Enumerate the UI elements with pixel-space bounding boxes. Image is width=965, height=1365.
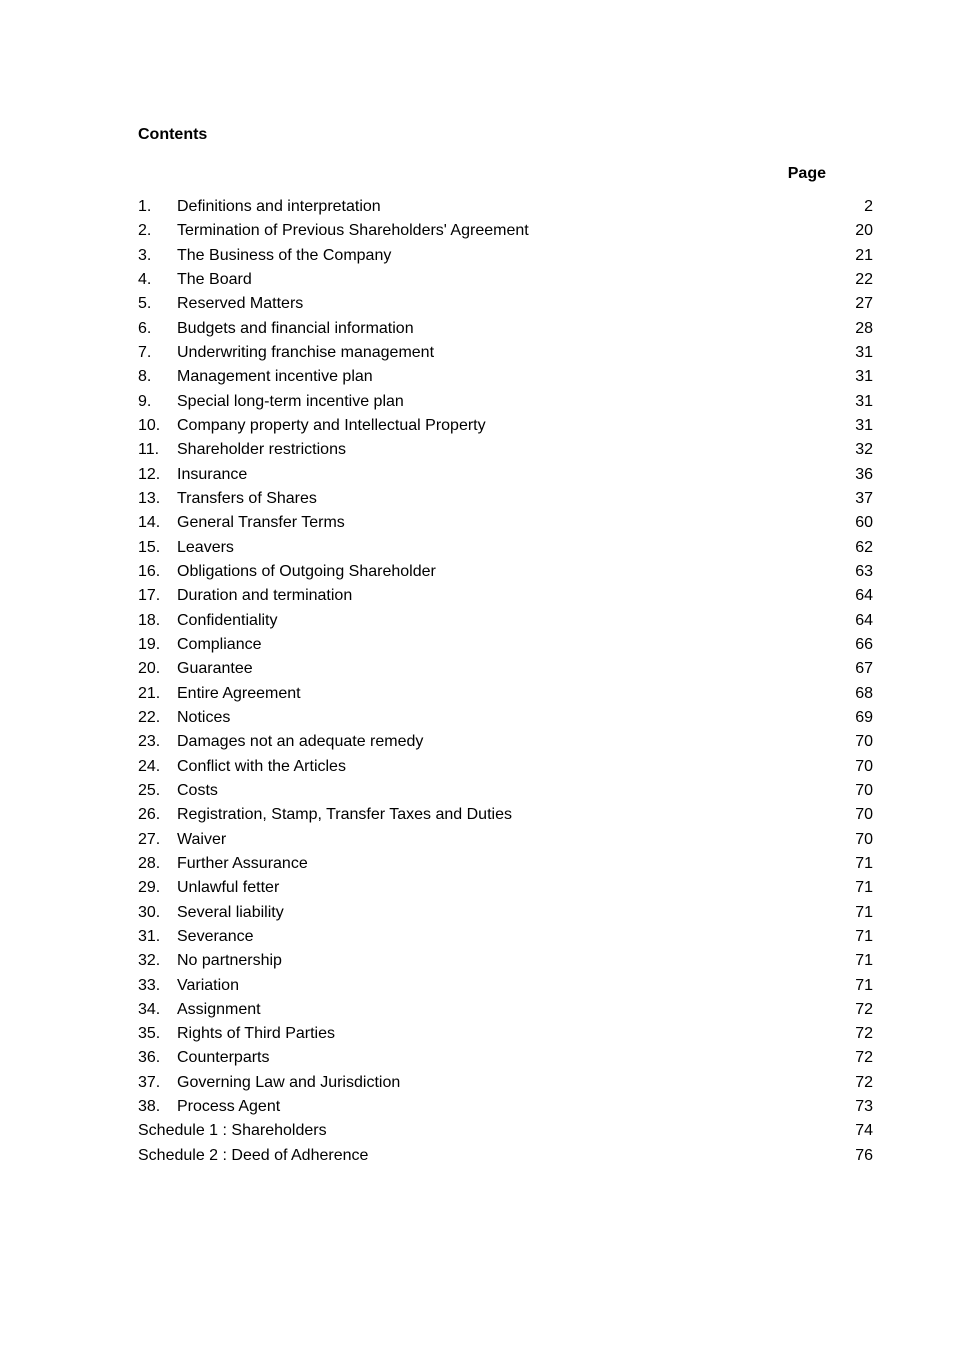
toc-entry[interactable] <box>138 562 873 586</box>
toc-entry[interactable] <box>138 1097 873 1121</box>
toc-entry-title: Process Agent <box>177 1098 281 1116</box>
toc-entry-page: 70 <box>855 733 873 751</box>
toc-entry-number: 8. <box>138 368 152 386</box>
toc-entry-title: Duration and termination <box>177 587 353 605</box>
toc-entry-number: 30. <box>138 903 161 921</box>
toc-entry-title: Governing Law and Jurisdiction <box>177 1073 401 1091</box>
toc-entry[interactable] <box>138 1024 873 1048</box>
toc-entry-page: 31 <box>855 343 873 361</box>
toc-entry[interactable] <box>138 635 873 659</box>
toc-entry-title: Waiver <box>177 830 227 848</box>
toc-entry-number: 36. <box>138 1049 161 1067</box>
toc-schedule-entry[interactable] <box>138 1121 873 1145</box>
toc-entry-page: 32 <box>855 441 873 459</box>
toc-entry[interactable] <box>138 708 873 732</box>
toc-entry[interactable] <box>138 976 873 1000</box>
toc-entry[interactable] <box>138 538 873 562</box>
toc-entry-title: General Transfer Terms <box>177 514 345 532</box>
toc-entry-number: 3. <box>138 246 152 264</box>
toc-entry[interactable] <box>138 246 873 270</box>
toc-schedule-entry[interactable] <box>138 1146 873 1170</box>
toc-entry-page: 22 <box>855 270 873 288</box>
toc-entry-page: 64 <box>855 587 873 605</box>
toc-entry-number: 15. <box>138 538 161 556</box>
toc-entry[interactable] <box>138 805 873 829</box>
toc-entry-title: Unlawful fetter <box>177 879 280 897</box>
toc-entry[interactable] <box>138 611 873 635</box>
toc-entry-title: Definitions and interpretation <box>177 198 381 215</box>
toc-entry-page: 20 <box>855 222 873 240</box>
toc-entry-number: 14. <box>138 514 161 532</box>
toc-entry-number: 1. <box>138 198 152 215</box>
toc-entry-page: 69 <box>855 708 873 726</box>
toc-entry-page: 72 <box>855 1025 873 1043</box>
toc-entry-page: 72 <box>855 1049 873 1067</box>
toc-entry-title: Counterparts <box>177 1049 270 1067</box>
toc-entry[interactable] <box>138 489 873 513</box>
toc-entry-page: 21 <box>855 246 873 264</box>
toc-entry-number: 24. <box>138 757 161 775</box>
toc-entry-number: 9. <box>138 392 152 410</box>
toc-entry[interactable] <box>138 270 873 294</box>
toc-entry-title: Management incentive plan <box>177 368 373 386</box>
toc-entry-number: 31. <box>138 927 161 945</box>
toc-entry-title: Several liability <box>177 903 284 921</box>
toc-entry-title: Severance <box>177 927 254 945</box>
toc-entry[interactable] <box>138 732 873 756</box>
toc-entry-page: 68 <box>855 684 873 702</box>
toc-entry-title: Rights of Third Parties <box>177 1025 335 1043</box>
toc-entry[interactable] <box>138 367 873 391</box>
toc-entry-page: 71 <box>855 976 873 994</box>
toc-entry-page: 67 <box>855 660 873 678</box>
toc-entry-page: 28 <box>855 319 873 337</box>
toc-entry[interactable] <box>138 781 873 805</box>
toc-entry-number: 17. <box>138 587 161 605</box>
toc-entry-title: Conflict with the Articles <box>177 757 346 775</box>
toc-entry-title: Special long-term incentive plan <box>177 392 404 410</box>
toc-entry-page: 70 <box>855 757 873 775</box>
toc-entry-number: 37. <box>138 1073 161 1091</box>
toc-entry-number: 34. <box>138 1000 161 1018</box>
toc-entry-page: 70 <box>855 806 873 824</box>
toc-entry-title: Transfers of Shares <box>177 489 317 507</box>
toc-entry[interactable] <box>138 878 873 902</box>
toc-entry-title: Termination of Previous Shareholders' Agreement <box>177 222 529 240</box>
toc-entry-title: Obligations of Outgoing Shareholder <box>177 562 436 580</box>
toc-entry[interactable] <box>138 927 873 951</box>
toc-entry-number: 19. <box>138 635 161 653</box>
toc-entry-number: 13. <box>138 489 161 507</box>
toc-entry-number: 4. <box>138 270 152 288</box>
toc-entry-number: 16. <box>138 562 161 580</box>
toc-entry-title: Budgets and financial information <box>177 319 414 337</box>
toc-entry-number: 22. <box>138 708 161 726</box>
toc-entry[interactable] <box>138 392 873 416</box>
toc-entry-page: 36 <box>855 465 873 483</box>
toc-entry[interactable] <box>138 294 873 318</box>
toc-entry-page: 37 <box>855 489 873 507</box>
toc-entry[interactable] <box>138 343 873 367</box>
toc-entry[interactable] <box>138 854 873 878</box>
toc-entry-number: 7. <box>138 343 152 361</box>
toc-entry[interactable] <box>138 1073 873 1097</box>
toc-entry-page: 31 <box>855 392 873 410</box>
toc-entry-page: 31 <box>855 368 873 386</box>
table-of-contents <box>138 197 873 1170</box>
toc-entry-number: 6. <box>138 319 152 337</box>
toc-entry-number: 25. <box>138 781 161 799</box>
toc-entry-number: 11. <box>138 441 160 459</box>
toc-entry[interactable] <box>138 416 873 440</box>
toc-entry-title: Reserved Matters <box>177 295 304 313</box>
toc-entry-number: 35. <box>138 1025 161 1043</box>
toc-entry[interactable] <box>138 1048 873 1072</box>
toc-entry-number: 29. <box>138 879 161 897</box>
toc-entry-number: 12. <box>138 465 161 483</box>
toc-entry[interactable] <box>138 684 873 708</box>
toc-entry[interactable] <box>138 903 873 927</box>
toc-entry-title: Entire Agreement <box>177 684 301 702</box>
toc-entry[interactable] <box>138 1000 873 1024</box>
toc-entry[interactable] <box>138 221 873 245</box>
toc-entry-page: 62 <box>855 538 873 556</box>
toc-entry-title: Compliance <box>177 635 262 653</box>
toc-schedule-page: 76 <box>855 1146 873 1164</box>
toc-entry-number: 21. <box>138 684 161 702</box>
toc-entry-page: 66 <box>855 635 873 653</box>
toc-entry-title: Registration, Stamp, Transfer Taxes and Duties <box>177 806 512 824</box>
toc-entry-page: 70 <box>855 781 873 799</box>
toc-entry[interactable] <box>138 465 873 489</box>
toc-entry[interactable] <box>138 319 873 343</box>
toc-entry[interactable] <box>138 830 873 854</box>
toc-entry-number: 10. <box>138 416 161 434</box>
toc-entry-number: 32. <box>138 952 161 970</box>
toc-entry-number: 5. <box>138 295 152 313</box>
toc-entry[interactable] <box>138 951 873 975</box>
toc-entry-page: 27 <box>855 295 873 313</box>
toc-entry-page: 71 <box>855 903 873 921</box>
toc-entry-number: 28. <box>138 854 161 872</box>
toc-entry-page: 72 <box>855 1000 873 1018</box>
toc-entry-title: No partnership <box>177 952 282 970</box>
toc-entry-number: 27. <box>138 830 161 848</box>
toc-entry-page: 60 <box>855 514 873 532</box>
toc-entry-page: 63 <box>855 562 873 580</box>
toc-entry-page: 71 <box>855 952 873 970</box>
toc-entry-page: 2 <box>864 198 873 215</box>
toc-entry-title: Underwriting franchise management <box>177 343 435 361</box>
toc-entry-page: 31 <box>855 416 873 434</box>
toc-entry[interactable] <box>138 513 873 537</box>
toc-entry-number: 33. <box>138 976 161 994</box>
toc-entry-page: 71 <box>855 927 873 945</box>
page-column-header: Page <box>787 165 826 182</box>
toc-entry-title: Damages not an adequate remedy <box>177 733 424 751</box>
contents-heading: Contents <box>138 126 208 143</box>
toc-entry[interactable] <box>138 659 873 683</box>
toc-entry-page: 64 <box>855 611 873 629</box>
toc-entry-page: 71 <box>855 854 873 872</box>
toc-entry-title: Notices <box>177 708 231 726</box>
toc-schedule-page: 74 <box>855 1122 873 1140</box>
toc-entry-title: Shareholder restrictions <box>177 441 346 459</box>
toc-entry-number: 38. <box>138 1098 161 1116</box>
toc-entry[interactable] <box>138 586 873 610</box>
toc-entry-title: Insurance <box>177 465 248 483</box>
toc-entry-page: 72 <box>855 1073 873 1091</box>
toc-entry-number: 20. <box>138 660 161 678</box>
toc-entry-title: The Board <box>177 270 252 288</box>
toc-entry-number: 2. <box>138 222 152 240</box>
toc-entry-title: Further Assurance <box>177 854 308 872</box>
toc-schedule-title: Schedule 2 : Deed of Adherence <box>138 1146 369 1164</box>
toc-entry-title: Guarantee <box>177 660 253 678</box>
toc-entry[interactable] <box>138 440 873 464</box>
toc-entry-page: 73 <box>855 1098 873 1116</box>
toc-entry-title: Confidentiality <box>177 611 278 629</box>
toc-entry-number: 23. <box>138 733 161 751</box>
toc-entry-number: 26. <box>138 806 161 824</box>
toc-entry-title: Variation <box>177 976 239 994</box>
toc-schedule-title: Schedule 1 : Shareholders <box>138 1122 327 1140</box>
toc-entry-page: 70 <box>855 830 873 848</box>
toc-entry-title: Company property and Intellectual Property <box>177 416 486 434</box>
toc-entry-title: The Business of the Company <box>177 246 392 264</box>
toc-entry-number: 18. <box>138 611 161 629</box>
toc-entry-title: Leavers <box>177 538 234 556</box>
toc-entry-title: Costs <box>177 781 218 799</box>
toc-entry[interactable] <box>138 757 873 781</box>
toc-entry-title: Assignment <box>177 1000 261 1018</box>
toc-entry[interactable] <box>138 197 873 221</box>
toc-entry-page: 71 <box>855 879 873 897</box>
